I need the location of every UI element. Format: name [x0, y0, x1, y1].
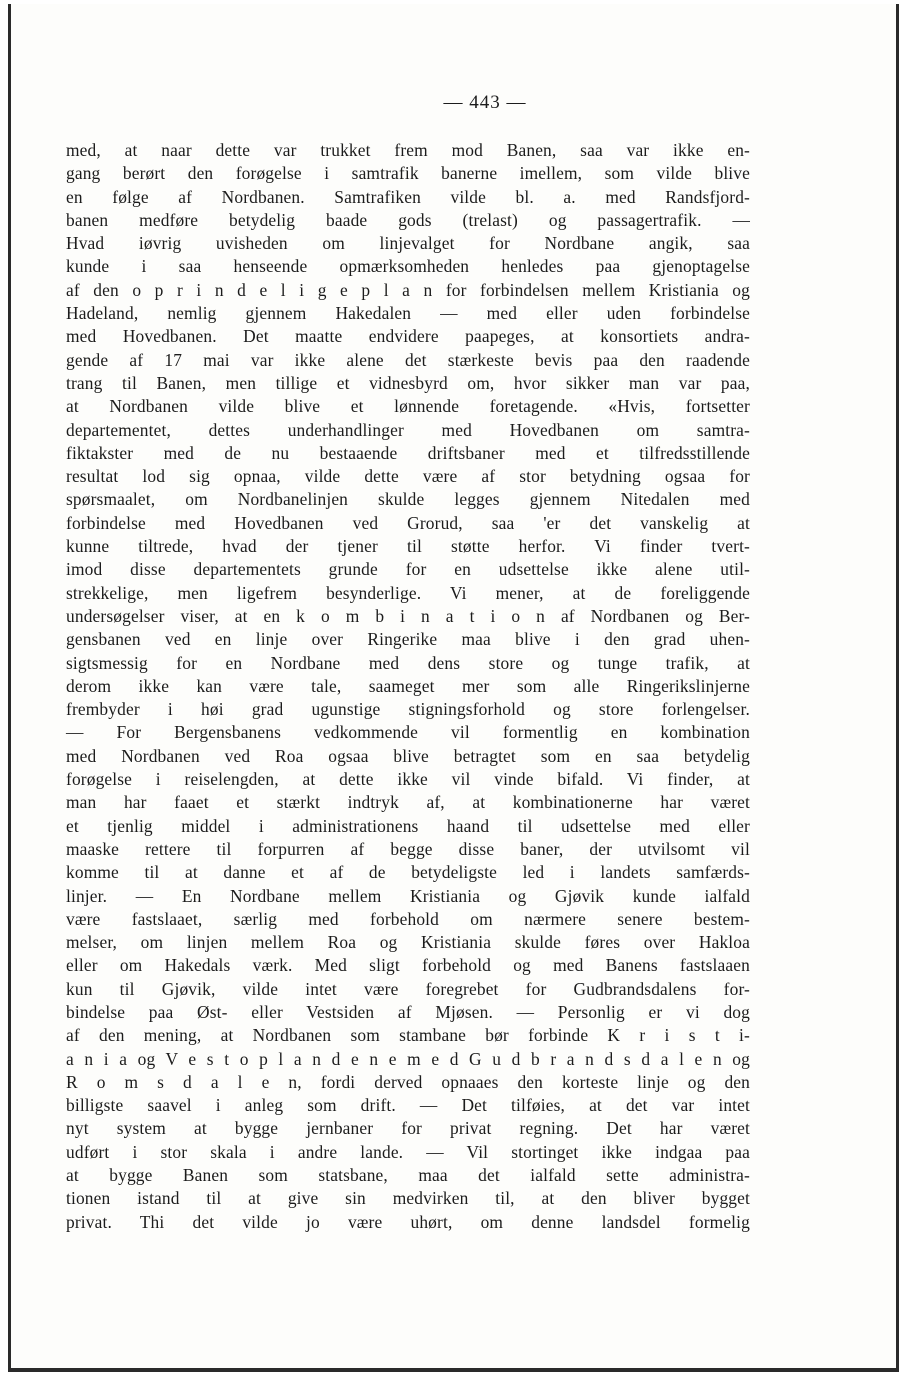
text-line: spørsmaalet, om Nordbanelinjen skulde legges gjennem Nitedalen med: [66, 489, 750, 510]
text-line: Hvad iøvrig uvisheden om linjevalget for Nordbane angik, saa: [66, 233, 750, 254]
text-line: udført i stor skala i andre lande. — Vil stortinget ikke indgaa paa: [66, 1141, 750, 1162]
text-line: resultat lod sig opnaa, vilde dette være af stor betydning ogsaa for: [66, 466, 750, 487]
text-line: derom ikke kan være tale, saameget mer som alle Ringerikslinjerne: [66, 675, 750, 696]
text-line: undersøgelser viser, at en k o m b i n a t i o n af Nordbanen og Ber-: [66, 605, 750, 626]
text-line: med, at naar dette var trukket frem mod Banen, saa var ikke en-: [66, 140, 750, 160]
page-number: — 443 —: [443, 92, 527, 113]
text-line: tionen istand til at give sin medvirken til, at den bliver bygget: [66, 1188, 750, 1209]
text-line: R o m s d a l e n, fordi derved opnaaes den korteste linje og den: [66, 1071, 750, 1092]
text-line: gensbanen ved en linje over Ringerike maa blive i den grad uhen-: [66, 629, 750, 650]
text-line: frembyder i høi grad ugunstige stigningsforhold og store forlengelser.: [66, 699, 750, 720]
text-line: en følge af Nordbanen. Samtrafiken vilde bl. a. med Randsfjord-: [66, 186, 750, 207]
text-line: eller om Hakedals værk. Med sligt forbehold og med Banens fastslaaen: [66, 955, 750, 976]
text-line: af den o p r i n d e l i g e p l a n for forbindelsen mellem Kristiania og: [66, 279, 750, 300]
text-line: imod disse departementets grunde for en udsettelse ikke alene util-: [66, 559, 750, 580]
text-line: komme til at danne et af de betydeligste led i landets samfærds-: [66, 862, 750, 883]
text-line: gende af 17 mai var ikke alene det stærkeste bevis paa den raadende: [66, 349, 750, 370]
text-line: trang til Banen, men tillige et vidnesbyrd om, hvor sikker man var paa,: [66, 372, 750, 393]
text-line: strekkelige, men ligefrem besynderlige. Vi mener, at de foreliggende: [66, 582, 750, 603]
text-line: gang berørt den forøgelse i samtrafik banerne imellem, som vilde blive: [66, 163, 750, 184]
text-line: at Nordbanen vilde blive et lønnende foretagende. «Hvis, fortsetter: [66, 396, 750, 417]
text-line: med Nordbanen ved Roa ogsaa blive betragtet som en saa betydelig: [66, 745, 750, 766]
text-line: være fastslaaet, særlig med forbehold om nærmere senere bestem-: [66, 908, 750, 929]
text-line: at bygge Banen som statsbane, maa det ialfald sette administra-: [66, 1165, 750, 1186]
text-line: nyt system at bygge jernbaner for privat regning. Det har været: [66, 1118, 750, 1139]
text-line: departementet, dettes underhandlinger med Hovedbanen om samtra-: [66, 419, 750, 440]
text-line: Hadeland, nemlig gjennem Hakedalen — med eller uden forbindelse: [66, 303, 750, 324]
text-line: bindelse paa Øst- eller Vestsiden af Mjøsen. — Personlig er vi dog: [66, 1001, 750, 1022]
text-line: forbindelse med Hovedbanen ved Grorud, saa 'er det vanskelig at: [66, 512, 750, 533]
text-line: kunde i saa henseende opmærksomheden henledes paa gjenoptagelse: [66, 256, 750, 277]
text-line: melser, om linjen mellem Roa og Kristiania skulde føres over Hakloa: [66, 932, 750, 953]
text-line: privat. Thi det vilde jo være uhørt, om denne landsdel formelig: [66, 1211, 750, 1232]
body-text: [66, 139, 750, 1234]
text-line: man har faaet et stærkt indtryk af, at kombinationerne har været: [66, 792, 750, 813]
text-line: linjer. — En Nordbane mellem Kristiania og Gjøvik kunde ialfald: [66, 885, 750, 906]
text-line: — For Bergensbanens vedkommende vil formentlig en kombination: [66, 722, 750, 743]
text-line: et tjenlig middel i administrationens haand til udsettelse med eller: [66, 815, 750, 836]
text-line: banen medføre betydelig baade gods (trelast) og passagertrafik. —: [66, 209, 750, 230]
text-line: med Hovedbanen. Det maatte endvidere paapeges, at konsortiets andra-: [66, 326, 750, 347]
text-line: af den mening, at Nordbanen som stambane bør forbinde K r i s t i-: [66, 1025, 750, 1046]
text-line: fiktakster med de nu bestaaende driftsbaner med et tilfredsstillende: [66, 442, 750, 463]
text-line: kunne tiltrede, hvad der tjener til støtte herfor. Vi finder tvert-: [66, 536, 750, 557]
text-line: billigste saavel i anleg som drift. — Det tilføies, at det var intet: [66, 1095, 750, 1116]
text-line: sigtsmessig for en Nordbane med dens store og tunge trafik, at: [66, 652, 750, 673]
text-line: a n i a og V e s t o p l a n d e n e m e d G u d b r a n d s d a l e n og: [66, 1048, 750, 1069]
text-line: maaske rettere til forpurren af begge disse baner, der utvilsomt vil: [66, 838, 750, 859]
text-line: kun til Gjøvik, vilde intet være foregrebet for Gudbrandsdalens for-: [66, 978, 750, 999]
text-line: forøgelse i reiselengden, at dette ikke vil vinde bifald. Vi finder, at: [66, 769, 750, 790]
